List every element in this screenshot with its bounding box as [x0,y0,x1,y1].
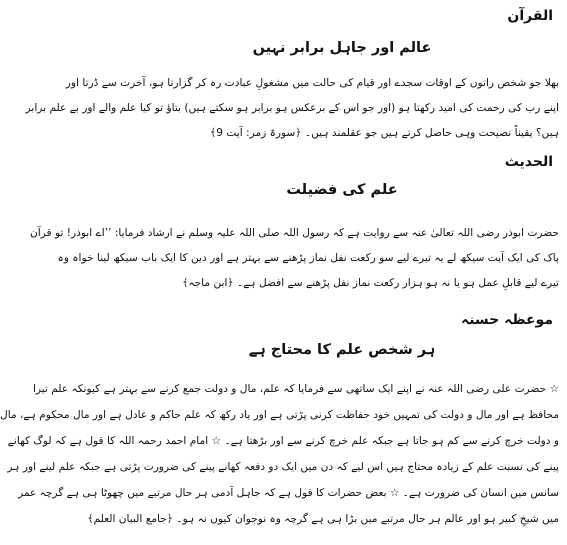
section-label-quran: القرآن [507,8,553,24]
section-label-hadith: الحدیث [504,154,553,170]
heading-maoiza: ہر شخص علم کا محتاج ہے [248,342,436,358]
quran-line-3: ہیں؟ یقیناً نصیحت وہی حاصل کرتے ہیں جو عقلمند ہیں۔ ﴿سورۃ زمر: آیت 9﴾ [210,127,559,139]
heading-quran: عالم اور جاہل برابر نہیں [252,40,432,56]
maoiza-line-6: میں شیخِ کبیر ہو اور عالم ہر حال مرتبے میں بڑا ہی ہے گرچہ وہ نوجوان کیوں نہ ہو۔ ﴿جامع البیان العلم﴾ [87,513,559,525]
quran-line-2: اپنے رب کی رحمت کی امید رکھتا ہو (اور جو اس کے برعکس ہو برابر ہو سکتے ہیں) بتاؤ تو کیا علم والے اور بے علم برابر [25,102,559,114]
quran-line-1: بھلا جو شخص راتوں کے اوقات سجدے اور قیام کی حالت میں مشغولِ عبادت رہ کر گزارتا ہو، آخرت سے ڈرتا اور [65,77,559,89]
maoiza-line-4: پینے کی نسبت علم کے زیادہ محتاج ہیں اس لیے کہ دن میں ایک دو دفعہ کھانے پینے کی ضرورت پڑتی ہے جبکہ علم لینے اور ہر [7,461,559,473]
hadith-line-3: تیرے لیے قابلِ عمل ہو یا نہ ہو ہزار رکعت نماز نفل پڑھنے سے افضل ہے۔ ﴿ابن ماجہ﴾ [182,277,559,289]
section-label-maoiza: موعظہ حسنہ [461,312,553,328]
maoiza-line-5: سانس میں انسان کی ضرورت ہے۔ ☆ بعض حضرات کا قول ہے کہ جاہل آدمی ہر حال مرتبے میں چھوٹا ہی ہے گرچہ عمر [17,487,559,499]
hadith-line-2: پاک کی ایک آیت سیکھ لے یہ تیرے لیے سو رکعت نفل نماز پڑھنے سے بہتر ہے اور دین کا ایک باب سیکھ لینا خواہ وہ [57,252,559,264]
maoiza-line-1: ☆ حضرت علی رضی اللہ عنہ نے اپنے ایک ساتھی سے فرمایا کہ علم، مال و دولت جمع کرنے سے بہتر ہے کیونکہ علم تیرا [32,383,559,395]
maoiza-line-2: محافظ ہے اور مال و دولت کی تمہیں خود حفاظت کرنی پڑتی ہے اور یاد رکھ کہ علم حاکم و عادل ہے اور مال محکوم ہے، مال [0,409,559,421]
heading-hadith: علم کی فضیلت [286,182,398,198]
maoiza-line-3: و دولت خرچ کرنے سے کم ہو جاتا ہے جبکہ علم خرچ کرنے سے اور بڑھتا ہے۔ ☆ امام احمد رحمہ اللہ کا قول ہے کہ لوگ کھانے [7,435,559,447]
hadith-line-1: حضرت ابوذر رضی اللہ تعالیٰ عنہ سے روایت ہے کہ رسول اللہ صلی اللہ علیہ وسلم نے ارشاد فرمایا: ’’اے ابوذر! تو قرآن [29,227,559,239]
